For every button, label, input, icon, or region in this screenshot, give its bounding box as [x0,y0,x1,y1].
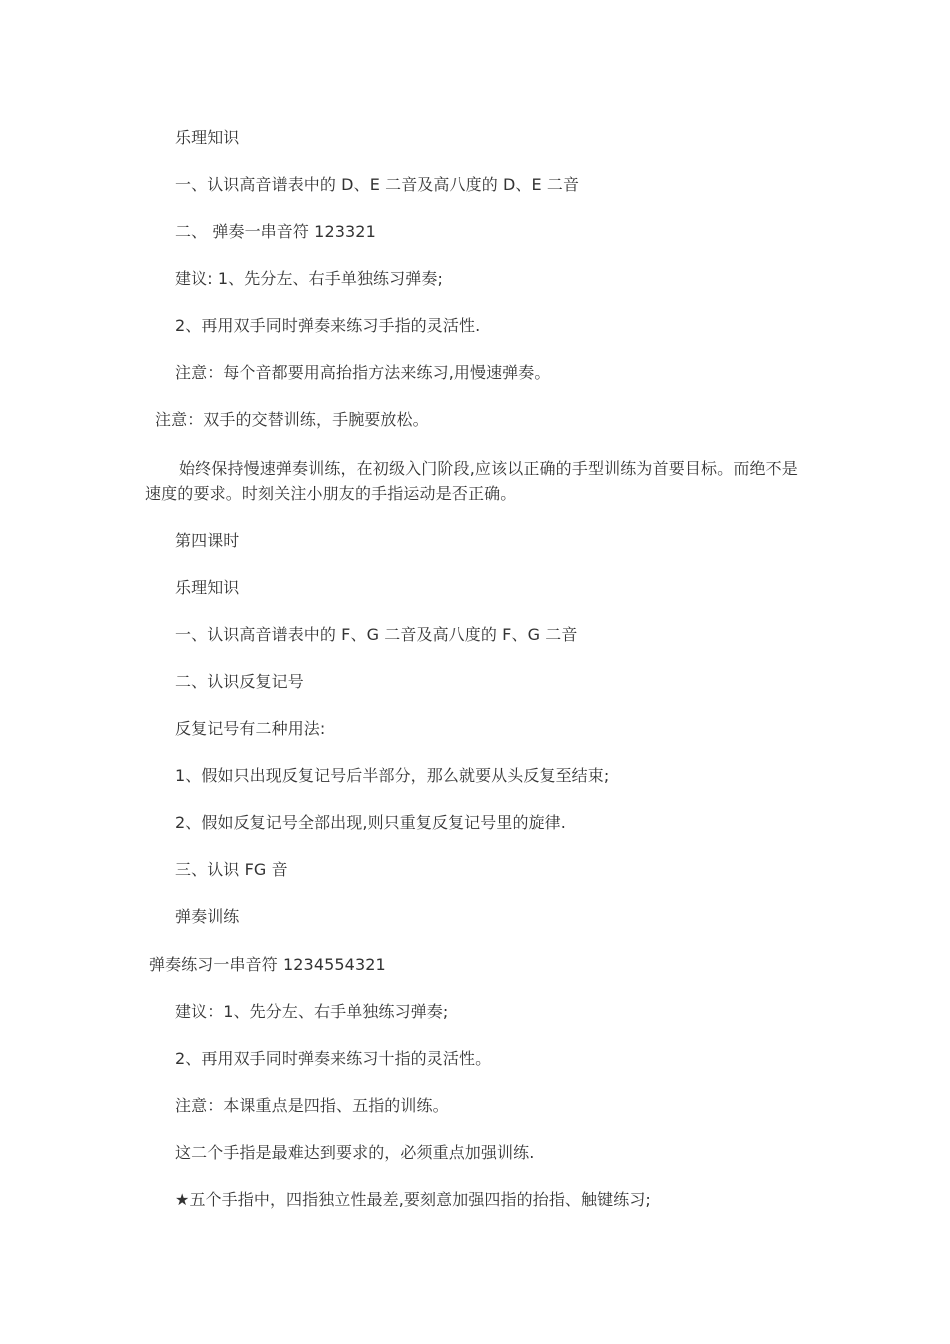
text-line: 注意：每个音都要用高抬指方法来练习,用慢速弹奏。 [175,363,551,382]
heading-lesson-four: 第四课时 [175,531,240,550]
text-line: 1、假如只出现反复记号后半部分，那么就要从头反复至结束; [175,766,610,785]
text-line: 注意：本课重点是四指、五指的训练。 [175,1096,449,1115]
text-line: 一、认识高音谱表中的 D、E 二音及高八度的 D、E 二音 [175,175,580,194]
text-line: 弹奏练习一串音符 1234554321 [149,955,386,974]
text-line: 三、认识 FG 音 [175,860,288,879]
heading-playing-training: 弹奏训练 [175,907,240,926]
text-line: ★五个手指中，四指独立性最差,要刻意加强四指的抬指、触键练习; [175,1190,651,1209]
text-line: 注意：双手的交替训练，手腕要放松。 [155,410,429,429]
text-line: 一、认识高音谱表中的 F、G 二音及高八度的 F、G 二音 [175,625,578,644]
heading-music-theory: 乐理知识 [175,578,240,597]
text-line: 2、假如反复记号全部出现,则只重复反复记号里的旋律. [175,813,566,832]
text-line: 这二个手指是最难达到要求的，必须重点加强训练. [175,1143,535,1162]
text-line: 反复记号有二种用法: [175,719,326,738]
text-line: 建议：1、先分左、右手单独练习弹奏; [175,1002,449,1021]
text-line: 二、 弹奏一串音符 123321 [175,222,376,241]
text-line: 二、认识反复记号 [175,672,304,691]
text-line: 2、再用双手同时弹奏来练习十指的灵活性。 [175,1049,492,1068]
text-line: 2、再用双手同时弹奏来练习手指的灵活性. [175,316,481,335]
paragraph: 始终保持慢速弹奏训练，在初级入门阶段,应该以正确的手型训练为首要目标。而绝不是速度的要求。时刻关注小朋友的手指运动是否正确。 [145,459,798,503]
text-line: 建议: 1、先分左、右手单独练习弹奏; [175,269,443,288]
heading-music-theory: 乐理知识 [175,128,240,147]
